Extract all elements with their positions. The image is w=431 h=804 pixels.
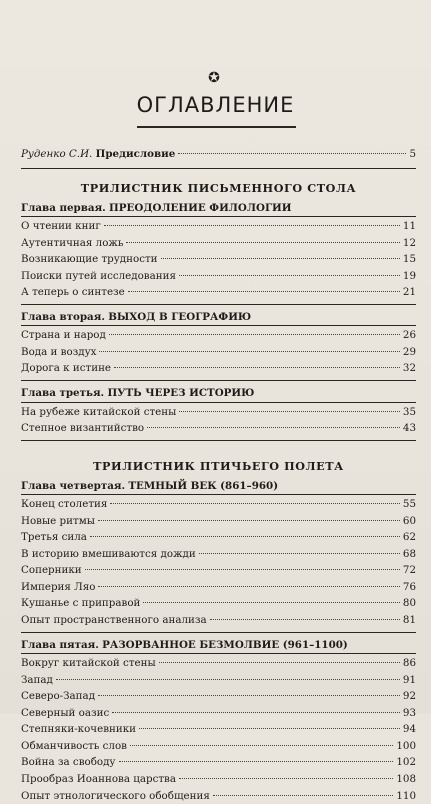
chapter-divider	[21, 380, 416, 381]
chapter-underline	[21, 494, 416, 495]
toc-entry	[21, 562, 416, 579]
entry-title: В историю вмешиваются дожди	[21, 546, 196, 563]
toc-entry	[21, 788, 416, 804]
toc-entry	[21, 251, 416, 268]
entry-title: Возникающие трудности	[21, 251, 158, 268]
dot-leader	[130, 744, 393, 746]
dot-leader	[98, 519, 400, 521]
toc-entry	[21, 688, 416, 705]
entry-page: 32	[403, 360, 416, 377]
entry-page: 21	[403, 284, 416, 301]
dot-leader	[104, 224, 400, 226]
toc-entry	[21, 404, 416, 421]
dot-leader	[179, 777, 393, 779]
chapter-underline	[21, 325, 416, 326]
chapter-title: ПРЕОДОЛЕНИЕ ФИЛОЛОГИИ	[109, 202, 291, 214]
entry-title: Империя Ляо	[21, 579, 95, 596]
entry-title: Конец столетия	[21, 496, 107, 513]
entry-page: 94	[403, 721, 416, 738]
toc-entry	[21, 738, 416, 755]
dot-leader	[119, 760, 394, 762]
ornament-icon: ✪	[207, 71, 221, 85]
entry-title: Дорога к истине	[21, 360, 111, 377]
dot-leader	[143, 601, 400, 603]
entry-title: На рубеже китайской стены	[21, 404, 176, 421]
chapter-underline	[21, 402, 416, 403]
toc-entry	[21, 284, 416, 301]
toc-entry	[21, 235, 416, 252]
chapter-underline	[21, 653, 416, 654]
entry-page: 102	[396, 754, 416, 771]
part-title: ТРИЛИСТНИК ПИСЬМЕННОГО СТОЛА	[21, 180, 416, 196]
entry-page: 91	[403, 672, 416, 689]
toc-entry	[21, 327, 416, 344]
entry-title: Прообраз Иоаннова царства	[21, 771, 176, 788]
chapter-title: ВЫХОД В ГЕОГРАФИЮ	[108, 311, 251, 323]
dot-leader	[114, 366, 400, 368]
entry-page: 43	[403, 420, 416, 437]
entry-page: 62	[403, 529, 416, 546]
entry-title: Северо-Запад	[21, 688, 95, 705]
chapter-heading	[21, 200, 416, 217]
chapter-label: Глава первая.	[21, 202, 106, 214]
entry-title: Третья сила	[21, 529, 87, 546]
entry-page: 86	[403, 655, 416, 672]
entry-page: 93	[403, 705, 416, 722]
chapter-label: Глава четвертая.	[21, 480, 125, 492]
toc-entry	[21, 579, 416, 596]
entry-page: 92	[403, 688, 416, 705]
entry-title: Северный оазис	[21, 705, 109, 722]
chapter-divider	[21, 304, 416, 305]
dot-leader	[147, 426, 400, 428]
toc-entry	[21, 655, 416, 672]
preface-title: Предисловие	[96, 148, 176, 160]
toc-entry	[21, 672, 416, 689]
chapter-underline	[21, 216, 416, 217]
entry-page: 26	[403, 327, 416, 344]
dot-leader	[178, 152, 406, 154]
dot-leader	[199, 552, 400, 554]
page-title: ОГЛАВЛЕНИЕ	[0, 93, 431, 117]
preface-page: 5	[409, 146, 416, 163]
entry-title: О чтении книг	[21, 218, 101, 235]
toc-entry	[21, 268, 416, 285]
entry-title: Вода и воздух	[21, 344, 96, 361]
chapter-label: Глава третья.	[21, 387, 104, 399]
toc-entry	[21, 546, 416, 563]
chapter-heading	[21, 309, 416, 326]
toc-entry	[21, 529, 416, 546]
entry-page: 15	[403, 251, 416, 268]
entry-page: 76	[403, 579, 416, 596]
preface-author: Руденко С.И.	[21, 148, 92, 160]
entry-title: Соперники	[21, 562, 82, 579]
dot-leader	[98, 694, 400, 696]
toc-entry	[21, 612, 416, 629]
dot-leader	[161, 257, 400, 259]
chapter-divider	[21, 632, 416, 633]
dot-leader	[179, 410, 400, 412]
chapter-title: ТЕМНЫЙ ВЕК (861–960)	[128, 480, 278, 492]
chapter-title: РАЗОРВАННОЕ БЕЗМОЛВИЕ (961–1100)	[102, 639, 348, 651]
entry-page: 108	[396, 771, 416, 788]
dot-leader	[85, 568, 400, 570]
toc-entry	[21, 771, 416, 788]
dot-leader	[126, 241, 399, 243]
toc-entry	[21, 496, 416, 513]
entry-page: 72	[403, 562, 416, 579]
entry-title: Аутентичная ложь	[21, 235, 123, 252]
table-of-contents	[21, 146, 416, 804]
entry-title: Новые ритмы	[21, 513, 95, 530]
entry-page: 80	[403, 595, 416, 612]
chapter-heading	[21, 385, 416, 402]
dot-leader	[159, 661, 400, 663]
part-title: ТРИЛИСТНИК ПТИЧЬЕГО ПОЛЕТА	[21, 458, 416, 474]
dot-leader	[98, 585, 399, 587]
dot-leader	[179, 274, 400, 276]
entry-title: Запад	[21, 672, 53, 689]
entry-title: Вокруг китайской стены	[21, 655, 156, 672]
entry-page: 55	[403, 496, 416, 513]
preface-entry	[21, 146, 416, 163]
toc-entry	[21, 344, 416, 361]
section-divider	[21, 168, 416, 169]
parts-container	[21, 180, 416, 804]
entry-title: Война за свободу	[21, 754, 116, 771]
chapter-title: ПУТЬ ЧЕРЕЗ ИСТОРИЮ	[107, 387, 254, 399]
chapter-heading	[21, 637, 416, 654]
entry-page: 12	[403, 235, 416, 252]
toc-entry	[21, 218, 416, 235]
entry-page: 81	[403, 612, 416, 629]
dot-leader	[112, 711, 400, 713]
entry-title: Степное византийство	[21, 420, 144, 437]
entry-page: 68	[403, 546, 416, 563]
chapter-label: Глава пятая.	[21, 639, 99, 651]
entry-page: 11	[403, 218, 416, 235]
preface-text	[21, 146, 175, 163]
entry-page: 35	[403, 404, 416, 421]
chapter-heading	[21, 478, 416, 495]
entry-page: 110	[396, 788, 416, 804]
toc-entry	[21, 721, 416, 738]
dot-leader	[210, 618, 400, 620]
toc-entry	[21, 705, 416, 722]
entry-page: 19	[403, 268, 416, 285]
toc-entry	[21, 754, 416, 771]
dot-leader	[213, 794, 393, 796]
entry-page: 60	[403, 513, 416, 530]
entry-title: Поиски путей исследования	[21, 268, 176, 285]
part-divider	[21, 440, 416, 441]
entry-title: Кушанье с приправой	[21, 595, 140, 612]
entry-title: Опыт этнологического обобщения	[21, 788, 210, 804]
dot-leader	[99, 350, 399, 352]
toc-entry	[21, 513, 416, 530]
toc-entry	[21, 595, 416, 612]
entry-title: Опыт пространственного анализа	[21, 612, 207, 629]
title-underline	[137, 126, 296, 128]
chapter-label: Глава вторая.	[21, 311, 105, 323]
entry-title: Степняки-кочевники	[21, 721, 136, 738]
dot-leader	[90, 535, 400, 537]
entry-title: Страна и народ	[21, 327, 106, 344]
entry-title: А теперь о синтезе	[21, 284, 125, 301]
dot-leader	[56, 678, 400, 680]
entry-title: Обманчивость слов	[21, 738, 127, 755]
toc-entry	[21, 360, 416, 377]
dot-leader	[139, 727, 400, 729]
dot-leader	[109, 333, 400, 335]
dot-leader	[128, 290, 400, 292]
dot-leader	[110, 502, 400, 504]
entry-page: 29	[403, 344, 416, 361]
toc-entry	[21, 420, 416, 437]
entry-page: 100	[396, 738, 416, 755]
